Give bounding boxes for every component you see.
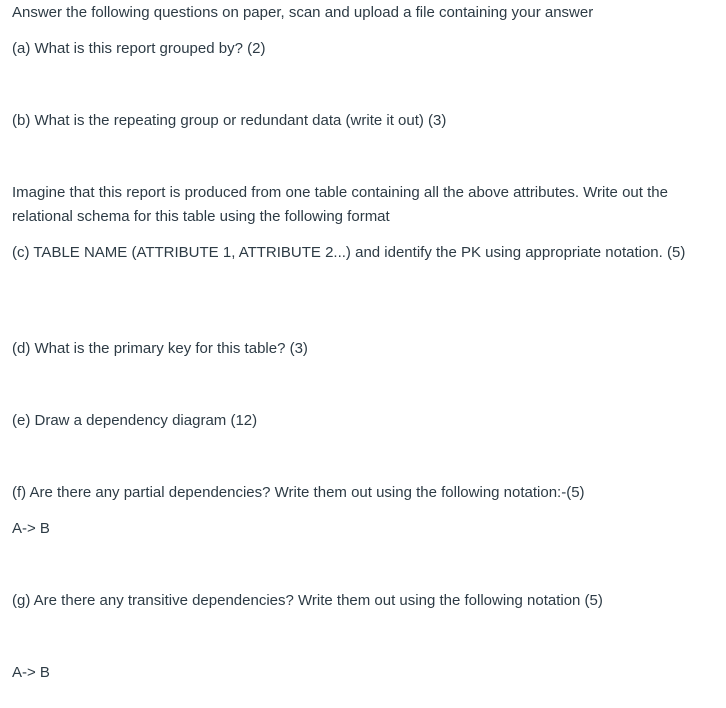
question-g-notation: A-> B — [12, 664, 50, 681]
question-g: (g) Are there any transitive dependencies? Write them out using the following notation (5) — [12, 592, 603, 609]
instructions-text: Answer the following questions on paper, scan and upload a file containing your answer — [12, 4, 594, 21]
question-b: (b) What is the repeating group or redundant data (write it out) (3) — [12, 112, 447, 129]
question-e: (e) Draw a dependency diagram (12) — [12, 412, 258, 429]
question-f: (f) Are there any partial dependencies? Write them out using the following notation:-(5) — [12, 484, 585, 501]
question-d: (d) What is the primary key for this table? (3) — [12, 340, 308, 357]
schema-context-text: Imagine that this report is produced from one table containing all the above attributes. Write out the relational schema for this table using the following format — [12, 184, 668, 225]
question-c: (c) TABLE NAME (ATTRIBUTE 1, ATTRIBUTE 2...) and identify the PK using appropriate notation. (5) — [12, 244, 686, 261]
question-f-notation: A-> B — [12, 520, 50, 537]
question-a: (a) What is this report grouped by? (2) — [12, 40, 266, 57]
